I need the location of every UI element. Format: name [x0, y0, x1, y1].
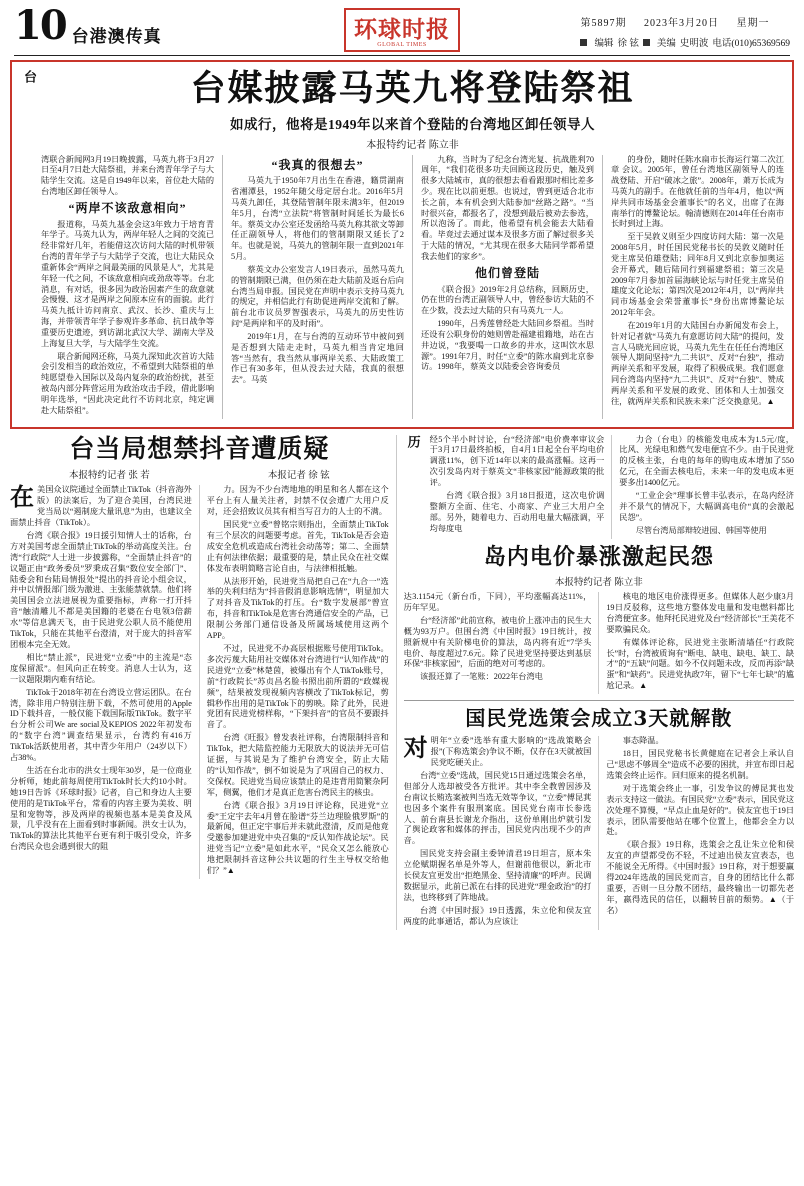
staff-line	[580, 35, 790, 49]
horizontal-divider	[404, 700, 794, 701]
section-divider	[396, 435, 397, 930]
article-kmt-headline: 国民党选策会成立3天就解散	[465, 706, 733, 731]
paragraph: 对于选策会终止一事，引发争议的傅昆萁也发表示支持这一做法。有国民党“立委”表示，国民党这次处理不算慢，“早点止血是好的”。侯友宜也于19日表示，团队需要他站在哪个位置上，他都会全力以赴。	[606, 783, 795, 837]
section-title: 台港澳传真	[71, 27, 162, 46]
paragraph: 生活在台北市的洪女士现年30岁，是一位商业分析师，她此前每周使用TikTok时长大约10小时。她19日告诉《环球时报》记者，自己和身边人主要使用的是TikTok平台，常看的内容主要为美妆、明星和宠物等，涉及两岸的视频也基本是美食及风景，几乎没有在上面看到时事新闻。洪女士认为，TikTok的算法比其他平台更有利于吸引受众，许多台湾民众也会遇到很大的阻	[10, 765, 192, 852]
issue-number: 第5897期	[580, 18, 627, 29]
feature-columns	[41, 155, 784, 419]
feature-headline: 台媒披露马英九将登陆祭祖	[190, 68, 635, 109]
feature-subheadline: 如成行，他将是1949年以来首个登陆的台湾地区卸任领导人	[230, 116, 595, 132]
column-divider	[412, 155, 413, 419]
paragraph: 尽管台湾局部辩较进园、韩国等使用	[635, 525, 767, 535]
article-tiktok	[10, 435, 389, 930]
paragraph: 报道称，马英九基金会这3年致力于培育青年学子。马英九认为，两岸年轻人之间的交流已经非常好几年，若能借这次访问大陆的时机带领台湾的青年学子与大陆学子交流，也让大陆民众重新体会“两岸之间最美丽的风景是人”，尤其是年轻一代之间，不该敌意相向或劲敌等等。台北消息，有对话，很多因为政治因素产生的敌意就会慢慢、这才是两岸之间原本应有的面貌。此行马英九抵计访问南京、武汉、长沙、重庆与上海，并带领青年学子参观许多革命、抗日战争等重要历史遗迹，到访湖北武汉大学、湖南大学及上海复旦大学，与大陆学生交流。	[41, 219, 215, 348]
designer-label: 美编	[656, 39, 676, 49]
column-divider	[602, 155, 603, 419]
designer-name: 史明波	[679, 39, 709, 49]
masthead	[0, 0, 804, 53]
feature-subhead-3: 他们曾登陆	[474, 265, 540, 280]
electricity-lead-char: 历	[405, 434, 421, 448]
paragraph: 台湾“立委”选战，国民党15日通过选策会名单，但部分人选却被受各方批评。其中李全教曾因涉及台南议长贿选案被判当选无效等争议，“立委”傅昆萁也因多个案件有服刑案底。国民党台南市长参选人、前台南县长谢龙介指出，这份单刚出炉就引发了舆论政客和媒体的抨击，国民党内出现不少的声音。	[403, 770, 592, 846]
paragraph: 台湾《联合报》3月18日报道，这次电价调整额方全面、住宅、小商家、产业三大用户全部。另外，随着电力、百动用电量大幅涨调，平均每度电	[429, 491, 605, 533]
article-kmt-column-1	[403, 733, 592, 929]
feature-lead-char: 台	[22, 70, 37, 85]
article-electricity-byline: 本报特约记者 陈立非	[554, 578, 643, 588]
feature-column-1	[41, 155, 214, 419]
paragraph: 《联合报》2019年2月总结称，回顾历史，仍在世的台湾正副领导人中，曾经参访大陆的不在少数，没去过大陆的只有马英九一人。	[420, 284, 594, 316]
paragraph: 有媒体评论称，民进党主张断清墙任“行政院长”时，台湾被质询有“断电、缺电、缺电、缺工、缺才”的“五缺”问题。如今不仅问题未改，反而再添“缺蛋”和“缺药”。民进党执政7年，留下“七年七缺”的尴尬记录。▲	[606, 637, 795, 691]
paragraph: 国民党支持会副主委钟清君19日坦言，原本朱立伦赋期握名单是外等人，但谢前他很以，新北市长侯友宜更发出“拒绝黑金、坚持清廉”的呼声。民调数据显示，此前已派在右排的民进党“理金政治”的打法，也终移到了阵地战。	[403, 849, 592, 902]
editor-name: 徐 铉	[617, 39, 639, 49]
article-electricity-columns	[404, 592, 794, 694]
lower-section	[10, 435, 794, 930]
feature-column-3	[421, 155, 594, 419]
article-tiktok-headline: 台当局想禁抖音遭质疑	[69, 433, 330, 463]
article-electricity-column-2	[606, 592, 794, 694]
article-kmt-column-2	[606, 736, 794, 929]
paragraph: 的身份，随时任陈水扁市长海运行第二次江章 会议。2005年，曾任台湾地区副领导人的连战登陆、开启“破冰之旅”。2008年，萧万长成为马英九的副手。在他就任前的当年4月，他以“两岸共同市场基金会董事长”的名义，出席了在海南举行的博鳌论坛。翰清德则在2014年任台南市长时到过上海。	[610, 154, 784, 229]
paragraph: 18日，国民党秘书长黄健庭在记者会上承认自己“思虑不够周全”造成不必要的困扰，并宣布即日起选策会终止运作。回归原来的提名机制。	[606, 749, 795, 780]
paragraph: 达3.1154元（新台币，下同），平均涨幅高达11%，历年罕见。	[403, 592, 592, 612]
paragraph: 2019年1月，在与台湾的互动环节中被问到是否想到大陆走走时，马英九相当肯定地回答“当然有，我当然从事两岸关系、大陆政策工作已有30多年，但从没去过大陆，我真的很想去”。马英	[230, 331, 404, 385]
paragraph: 力合（台电）的核能发电成本为1.5元/度，比风、光绿电和燃气发电便宜不少。由于民进党的反核主张，台电的每年的购电成本增加了550亿元，在全面去核电后，未来一年的发电成本更要多出1400亿元。	[619, 434, 794, 488]
article-electricity-intro	[404, 435, 794, 539]
column-divider	[598, 736, 599, 929]
dropcap: 在	[10, 482, 34, 512]
feature-byline: 本报特约记者 陈立非	[366, 139, 459, 151]
square-bullet-icon	[580, 39, 587, 46]
paragraph: 台湾《联合报》19日援引知情人士的话称，台方对美国考虑全面禁止TikTok的举动高度关注。台湾“行政院”人士进一步披露称，“全面禁止抖音”的议题正由“政务委员”罗秉成召集“数位安全部门”、陆委会和台陆局情报处”提出的抖音论小组会议，并中以情报部门级为激进、主张能禁就禁。他们将美国国会立法进展视为重要指标，声称一打开抖音“触清雕儿不都是美国籍的老婆在台电领3倍薪水”等信息满天飞，由于民进党公职人员不能使用TikTok，只能在其他平台澄清，对于庞大的抖音军团根本完全无效。	[10, 530, 192, 649]
paragraph-text: 美国众议院通过全面禁止TikTok（抖音海外版）的法案后，为了迎合美国，台湾民进党当局以“遏制庞大量讯息”为由，也建议全面禁止抖音（TikTok）。	[10, 485, 192, 528]
logo-text: 环球时报	[354, 16, 450, 43]
paragraph: 经5个半小时讨论，台“经济部”电价费率审议会于3月17日最终拍板，自4月1日起全台平均电价调涨11%，创下近14年以来的最高涨幅。这再一次引发岛内对于蔡英文“非核家园”能源政策的批评。	[429, 434, 605, 488]
right-block	[404, 435, 794, 930]
square-bullet-icon-2	[643, 39, 650, 46]
paragraph: 至于吴敦义则至少四度访问大陆：第一次是2008年5月，时任国民党秘书长的吴敦义随时任党主席吴伯雄登陆；同年8月又到北京参加奥运会开幕式，随后陆同行到福建祭祖；第三次是2009年7月参加首届海峡论坛与时任党主席吴伯雄度文化论坛；第四次是2012年4月，以“两岸共同市场基金会荣誉董事长”身份出席博鳌论坛2012年年会。	[610, 232, 784, 318]
paragraph: 1990年，吕秀莲曾经赴大陆回乡祭祖。当时还设有公职身份的她则曾赴福建祖籍地，站在古井边说，“我要喝一口故乡的井水，这叫饮水思源”。1991年7月，时任“立委”的陈水扁到北京参访。1998年，蔡英文以陆委会咨询委员	[420, 319, 594, 372]
paragraph: 台湾《中国时报》19日透露，朱立伦和侯友宜两度的此事通话，都认为应该让	[403, 905, 592, 926]
paragraph: 台湾《旺报》曾发表社评称，台湾限制抖音和TikTok，把大陆监控能力无限放大的说法并无可信证据，与其说是为了维护台湾安全，防止大陆的“认知作战”，倒不如说是为了巩固自己的权力、交保权。民进党当局应该禁止的是违背用简繁杂阿军，侧翼，他们才是真正危害台湾民主的核虫。	[206, 733, 389, 797]
paragraph: 台“经济部”此前宣称，被电价上涨冲击的民生大概为93万户。但围台湾《中国时报》19日统计，按照新规中有关阶梯电价的算法，岛内将有近“7学头电价、每度超过7.6元。除了民进党坚持要达到基层环保“非核家园”，后面的绝对可考虑的。	[403, 615, 592, 669]
paragraph: 台湾《联合报》3月19日评论称，民进党“立委”王定宇去年4月曾在脸谱“芬兰边理脸俄罗斯”的最新闻，但正定宇事后并未就此澄清，反而是他竟受邀参加建进党中央召集的“反认知作战论坛”。民进党当记“立委”是如此水平，“民众又怎么能放心地把限制抖音这种公共议题的行生主导权交给他们？”▲	[206, 800, 389, 876]
paragraph: 不过，民进党不办高层根据账号使用TikTok。多次污蔑大陆用社交媒体对台湾进行“认知作战”的民进党“立委”林楚茵，被爆出有个人TikTok账号，前“行政院长”苏贞昌名脸书照出前所谓的“政媒视频”，结果被发现视频内容横改了TikTok标记，剪辑秒作出用的是TikTok下的剪映。除了此外，民进党团有民进党榜样称，“下架抖音”的官员不要跟抖音了。	[206, 643, 389, 730]
editor-label: 编辑	[594, 39, 614, 49]
feature-column-4	[611, 155, 784, 419]
paragraph	[403, 733, 592, 769]
electricity-intro-column-2	[619, 435, 794, 539]
column-divider	[598, 592, 599, 694]
article-tiktok-columns	[10, 482, 389, 879]
article-electricity-headline: 岛内电价暴涨激起民怨	[483, 543, 714, 570]
paragraph: TikTok于2018年初在台湾设立营运团队。在台湾，除非用户特别注册下载，不然可使用的Apple ID下载抖音，一般仅能下载国际版TikTok。数字平台分析公司We are social及KEPIOS 2022年初发布的“数字台湾”调查结果显示，台湾约有416万TikTok活跃使用者，其中青少年用户（24岁以下）占38%。	[10, 687, 192, 763]
logo-box	[344, 8, 460, 52]
paragraph: 事态降温。	[622, 736, 664, 746]
paragraph: 从法形开始，民进党当局把自己在“九合一”选举的失利归结为“抖音假消息影响选情”，明显加大了对抖音及TikTok的打压。台“数字发展部”曾宣布，抖音和TikTok是危害台湾通信安全的产品，已限制公务部门通信设备及所属场域使用这两个APP。	[206, 576, 389, 641]
paragraph: 力。因为不少台湾地地的明星和名人都在这个平台上有人量关注者，封禁不仅会遭广大用户反对，还会招致议员其有相当写召力的人士的不满。	[206, 485, 389, 517]
logo-subtitle: GLOBAL TIMES	[377, 42, 427, 48]
paragraph: 联合新闻网还称，马英九深知此次首访大陆会引发相当的政治效应，不希望到大陆祭祖的单纯愿望卷入国际以及岛内复杂的政治纷扰，甚至被岛内部分阵营运用为政治攻击手段，借此影响明年选举，“因此决定此行不访问北京，纯定调赴大陆祭祖”。	[41, 351, 215, 415]
paragraph: 国民党“立委”曾铭宗则指出，全面禁止TikTok有三个层次的问题要考虑。首先，TikTok是否会造成安全危机或造成台湾社会动荡等；第二、全面禁止有何法律依据；最重要的是，禁止民众在社交媒体发布表明简略言论自由，与法律相抵触。	[206, 520, 389, 573]
dropcap: 对	[403, 733, 428, 763]
paragraph: 在2019年1月的大陆国台办新闻发布会上，针对记者就“马英九有意愿访问大陆”的提问，发言人马晓光回应说，马英九先生在任任台湾地区领导人期间坚持“九二共识”、反对“台独”，推动两岸关系和平发展，取得了积极成果。我们愿意同台湾岛内坚持“九二共识”、反对“台独”、赞成两岸关系和平发展的政党、团体和人士加强交往，就两岸关系和民族未来广泛交换意见。▲	[610, 320, 784, 406]
article-tiktok-column-2	[207, 485, 389, 879]
paragraph: 蔡英文办公室发言人19日表示，虽然马英九的管制期限已满，但仍须在赴大陆前及返台后向台湾当局申报。国民党在声明中表示支持马英九的规定，并相信此行有助促进两岸交流和了解。前台北市议员罗智强表示，马英九的历史性访问“是两岸和平的及时雨”。	[230, 264, 404, 329]
masthead-meta	[580, 10, 790, 49]
article-electricity-column-1	[404, 592, 592, 694]
byline-right: 本报记者 徐 铉	[267, 471, 330, 482]
article-kmt-columns	[403, 733, 795, 929]
paragraph-text: 明年“立委”选举有重大影响的“选战策略会报”(下称选策会)争议不断，仅存在3天就被国民党吃硬关止。	[430, 736, 592, 767]
masthead-rule	[14, 55, 790, 56]
column-divider	[199, 485, 200, 879]
article-tiktok-bylines	[10, 467, 389, 481]
feature-body	[41, 68, 784, 419]
feature-subhead-1: “两岸不该敌意相向”	[68, 200, 187, 215]
feature-column-2	[231, 155, 404, 419]
paragraph	[10, 482, 192, 529]
feature-article	[10, 60, 794, 429]
issue-date: 2023年3月20日	[643, 18, 719, 29]
paragraph: “工业企会”理事长曾丰弘表示，在岛内经济并不景气的情况下，大幅调高电价“真的会激起民怨”。	[619, 491, 794, 522]
paragraph: 马英九于1950年7月出生在香港，籍贯湖南省湘潭县，1952年随父母定居台北。2016年5月马英九卸任，其登陆管制年限未满3年，但2019年5月，台湾“立法院”将管制时间延长为最长6年。蔡英文办公室还发函给马英九称其欲文等卸任正副领导人，将他们的管制期限又延长了2年。也就是说，马英九的管制年限一直到2021年5月。	[230, 176, 404, 262]
paragraph: 相比“禁止派”，民进党“立委”中的主流是“态度保留派”。但风向正在转变。消息人士认为，这一议题限期内难有结论。	[10, 652, 192, 684]
issue-weekday: 星期一	[736, 18, 770, 29]
article-tiktok-column-1	[10, 482, 192, 879]
feature-subhead-2: “我真的很想去”	[271, 157, 364, 172]
page-number: 10	[14, 2, 66, 49]
paragraph: 该报还算了一笔账：2022年台湾电	[420, 672, 543, 682]
issue-line	[580, 14, 790, 29]
column-divider	[222, 155, 223, 419]
column-divider	[611, 435, 612, 539]
paragraph: 《联合报》19日称，选策会之乱让朱立伦和侯友宜的声望都受伤不轻，不过迪出侯友宜表态，也不能说全无所得。《中国时报》19日称，对于想要赢得2024年选战的国民党而言，自身的团结比什么都重要，否则一旦分散不团结，最终输出一切都先老年，嬴得选民的信任，以翻转目前的颓势。▲（于 名）	[606, 840, 795, 915]
paragraph: 核电的地区电价涨得更多。但媒体人赵少康3月19日反驳称，这些地方整体发电量和发电燃料都比台湾便宜多。他拜托民进党及台“经济部长”王美花不要欺骗民众。	[606, 592, 795, 634]
paragraph: 九称，当时为了纪念台湾光复、抗战胜利70周年，“我们花很多功夫回顾这段历史，触及到很多大陆城市，真的很想去看看跟那时相比差多少。现在比以前更想。也说过，曾到更适合北市长之前，本有机会到大陆参加“丝路之路”。“当时很兴奋，都报名了，没想到最后被劝去参选，所以泡汤了。而此，他希望有机会能去大陆看看。毕竟过去通过谋本及很多方面了解过很多关于大陆的情况，“尤其现在很多大陆同学都希望我去他们的家乡”。	[420, 154, 594, 261]
byline-left: 本报特约记者 张 若	[69, 471, 150, 482]
newspaper-logo	[344, 8, 460, 52]
phone-number: 电话(010)65369569	[712, 39, 790, 49]
electricity-intro-column-1	[430, 435, 605, 539]
paragraph: 湾联合新闻网3月19日晚披露，马英九将于3月27日至4月7日赴大陆祭祖，并来台湾青年学子与大陆学生交流。这是自1949年以来，首位赴大陆的台湾地区卸任领导人。	[41, 154, 215, 196]
